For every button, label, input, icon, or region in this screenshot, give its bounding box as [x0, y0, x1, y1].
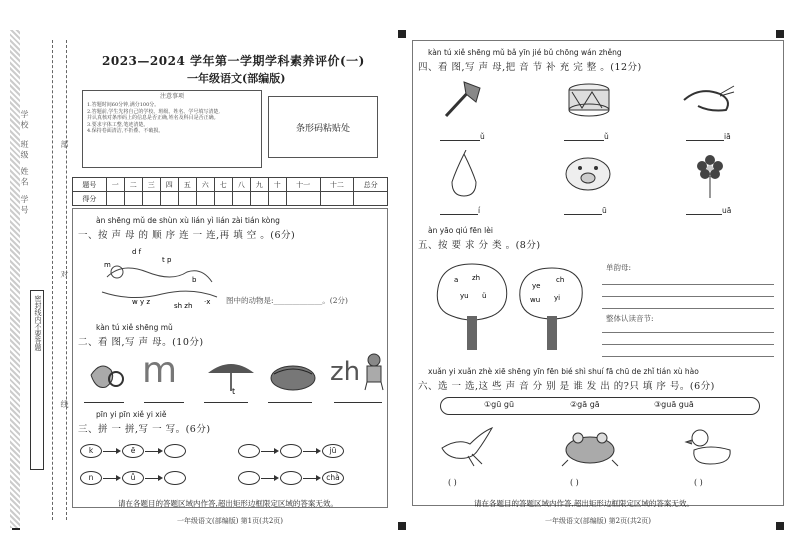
pear-picture	[446, 150, 482, 198]
class-label: 班 级	[20, 140, 29, 159]
melon-plate-picture	[268, 360, 318, 392]
score-cell: 七	[214, 178, 232, 192]
note-item: 3.要求字体工整,笔迹清楚。	[87, 121, 149, 128]
score-cell: 得分	[73, 192, 107, 206]
score-input[interactable]	[286, 192, 320, 206]
notes-title: 注意事项	[159, 93, 184, 100]
option-2: ②gā gā	[570, 400, 600, 409]
arrow	[145, 451, 161, 452]
score-table-header-row	[73, 178, 388, 192]
q2-pinyin: kàn tú xiě shēng mǔ	[96, 323, 173, 332]
score-cell: 十二	[320, 178, 354, 192]
q3-answer-circle[interactable]	[280, 444, 302, 458]
label-whole-syllables: 整体认读音节:	[606, 314, 654, 323]
q4-answer-line[interactable]	[686, 140, 724, 141]
q6-text: 六、选 一 选,这 些 声 音 分 别 是 谁 发 出 的?只 填 序 号。(6分)	[418, 381, 715, 392]
arrow	[261, 451, 277, 452]
q3-circle: k	[80, 444, 102, 458]
q3-answer-circle[interactable]	[280, 471, 302, 485]
exam-subtitle: 一年级语文(部编版)	[187, 72, 286, 85]
score-input[interactable]	[160, 192, 178, 206]
q4-answer-line[interactable]	[564, 214, 602, 215]
arrow	[261, 478, 277, 479]
score-cell: 八	[232, 178, 250, 192]
page-1	[72, 30, 394, 528]
connect-dots-picture	[92, 242, 222, 312]
q2-answer-line-1[interactable]	[84, 402, 124, 403]
q2-answer-line-5[interactable]	[334, 402, 382, 403]
score-cell: 二	[124, 178, 142, 192]
svg-text:m: m	[104, 261, 111, 269]
score-cell: 十	[268, 178, 286, 192]
q3-circle: chà	[322, 471, 344, 485]
score-input[interactable]	[268, 192, 286, 206]
drum-picture	[564, 80, 614, 120]
child-chair-picture	[362, 352, 388, 392]
q4-final: ǔ	[480, 132, 485, 141]
tree-letter: ü	[482, 292, 487, 300]
cut-mark-3: 线	[60, 400, 69, 408]
q3-answer-circle[interactable]	[164, 471, 186, 485]
tree-letter: ye	[532, 282, 541, 290]
score-input[interactable]	[354, 192, 388, 206]
q3-answer-circle[interactable]	[164, 444, 186, 458]
pig-picture	[562, 152, 614, 196]
score-input[interactable]	[106, 192, 124, 206]
q2-answer-line-2[interactable]	[144, 402, 184, 403]
svg-text:b: b	[192, 276, 197, 284]
dove-picture	[438, 426, 496, 468]
footer-right: 一年级语文(部编版) 第2页(共2页)	[544, 517, 652, 525]
q2-answer-line-3[interactable]	[204, 402, 248, 403]
q3-circle: ē	[122, 444, 144, 458]
score-input[interactable]	[124, 192, 142, 206]
label-single-finals: 单韵母:	[606, 263, 632, 272]
note-item: 1.答题时间60分钟,满分100分。	[87, 102, 160, 109]
score-cell: 九	[250, 178, 268, 192]
q5-text: 五、按 要 求 分 类 。(8分)	[418, 240, 541, 251]
school-label: 学 校	[20, 110, 29, 129]
score-table-score-row	[73, 192, 388, 206]
write-line[interactable]	[602, 344, 774, 345]
apple-trees-picture	[432, 258, 592, 354]
barcode-box: 条形码粘贴处	[268, 96, 378, 158]
svg-text:w y z: w y z	[132, 298, 150, 306]
dash-line-fold	[66, 40, 67, 520]
q4-final: uā	[722, 206, 732, 215]
arrow	[303, 478, 319, 479]
shrimp-picture	[680, 82, 736, 118]
umbrella-letter: t	[232, 387, 236, 395]
q3-pinyin: pīn yi pīn xiě yi xiě	[96, 410, 167, 419]
score-input[interactable]	[196, 192, 214, 206]
q4-answer-line[interactable]	[440, 214, 478, 215]
score-cell: 题号	[73, 178, 107, 192]
score-input[interactable]	[142, 192, 160, 206]
q3-text: 三、拼 一 拼,写 一 写。(6分)	[78, 424, 211, 435]
q3-answer-circle[interactable]	[238, 471, 260, 485]
name-label: 姓 名	[20, 167, 29, 186]
q3-circle: jū	[322, 444, 344, 458]
arrow	[145, 478, 161, 479]
flower-picture	[694, 150, 726, 200]
number-label: 学 号	[20, 195, 29, 214]
tree-letter: yi	[554, 294, 561, 302]
arrow	[103, 478, 119, 479]
note-item: 并认真核对条形码上的信息是否正确,姓名及科目是否正确。	[87, 115, 219, 122]
footer-note-right: 请在各题目的答题区域内作答,超出矩形边框限定区域的答案无效。	[474, 499, 694, 508]
footer-note-left: 请在各题目的答题区域内作答,超出矩形边框限定区域的答案无效。	[118, 499, 338, 508]
exam-title: 2023—2024 学年第一学期学科素养评价(一)	[102, 54, 365, 68]
score-input[interactable]	[232, 192, 250, 206]
score-input[interactable]	[250, 192, 268, 206]
q6-pinyin: xuǎn yi xuǎn zhè xiē shēng yīn fēn bié shì shuí fā chū de zhǐ tián xù hào	[428, 367, 699, 376]
q4-text: 四、看 图,写 声 母,把 音 节 补 充 完 整 。(12分)	[418, 62, 642, 73]
q3-circle: ǚ	[122, 471, 144, 485]
score-cell: 十一	[286, 178, 320, 192]
write-line[interactable]	[602, 308, 774, 309]
q4-answer-line[interactable]	[686, 214, 722, 215]
corner-mark-mid	[398, 30, 406, 38]
q4-final: í	[478, 206, 481, 215]
duck-picture	[684, 426, 736, 468]
svg-text:sh zh: sh zh	[174, 302, 193, 310]
score-cell: 总分	[354, 178, 388, 192]
letters-zh-picture: zh	[330, 357, 361, 387]
score-cell: 三	[142, 178, 160, 192]
note-item: 4.保持卷面清洁,不折叠、不破损。	[87, 128, 164, 135]
score-input[interactable]	[320, 192, 354, 206]
q4-final: ū	[602, 206, 607, 215]
svg-text:·x: ·x	[204, 298, 211, 306]
svg-text:t p: t p	[162, 256, 172, 264]
q4-answer-line[interactable]	[564, 140, 604, 141]
q4-final: iā	[724, 132, 731, 141]
q3-answer-circle[interactable]	[238, 444, 260, 458]
binding-text-box: 密封线内不要答题	[30, 290, 44, 470]
notes-box	[82, 90, 262, 168]
tree-letter: zh	[472, 274, 481, 282]
frog-picture	[560, 428, 620, 468]
q1-text: 一、按 声 母 的 顺 序 连 一 连,再 填 空 。(6分)	[78, 230, 296, 241]
umbrella-picture	[206, 355, 256, 395]
option-3: ③guā guā	[654, 400, 694, 409]
score-input[interactable]	[214, 192, 232, 206]
write-line[interactable]	[602, 284, 774, 285]
write-line[interactable]	[602, 332, 774, 333]
write-line[interactable]	[602, 356, 774, 357]
score-cell: 五	[178, 178, 196, 192]
tree-letter: a	[454, 276, 459, 284]
tree-letter: wu	[530, 296, 541, 304]
answer-paren-3[interactable]: ( )	[694, 478, 703, 487]
score-cell: 六	[196, 178, 214, 192]
bird-six-picture	[86, 355, 126, 395]
q1-animal-question: 图中的动物是:_____________。(2分)	[226, 296, 348, 305]
tree-letter: ch	[556, 276, 565, 284]
arrow	[303, 451, 319, 452]
arrow	[103, 451, 119, 452]
q1-pinyin: àn shēng mǔ de shùn xù lián yì lián zài tián kòng	[96, 216, 280, 225]
score-cell: 一	[106, 178, 124, 192]
tree-letter: yu	[460, 292, 469, 300]
corner-mark-mid-bottom	[398, 522, 406, 530]
axe-picture	[440, 80, 484, 120]
cut-mark-1: 部	[60, 140, 69, 148]
score-table	[72, 177, 388, 206]
score-input[interactable]	[178, 192, 196, 206]
letter-m-picture: m	[142, 350, 178, 391]
answer-paren-2[interactable]: ( )	[570, 478, 579, 487]
q4-answer-line[interactable]	[440, 140, 480, 141]
answer-paren-1[interactable]: ( )	[448, 478, 457, 487]
q5-pinyin: àn yāo qiú fēn lèi	[428, 226, 493, 235]
cut-mark-2: 对	[60, 270, 69, 278]
write-line[interactable]	[602, 296, 774, 297]
q4-final: ǔ	[604, 132, 609, 141]
q3-circle: n	[80, 471, 102, 485]
q2-text: 二、看 图,写 声 母。(10分)	[78, 337, 204, 348]
binding-strip	[10, 30, 29, 528]
score-cell: 四	[160, 178, 178, 192]
page-2	[412, 30, 784, 528]
q4-pinyin: kàn tú xiě shēng mǔ bǎ yīn jié bǔ chōng wán zhěng	[428, 48, 622, 57]
note-item: 2.答题前,学生先将自己的学校、班级、姓名、学号填写清楚,	[87, 108, 220, 115]
dash-line-left	[52, 40, 53, 520]
q2-answer-line-4[interactable]	[268, 402, 312, 403]
option-1: ①gū gū	[484, 400, 515, 409]
svg-text:d f: d f	[132, 248, 142, 256]
footer-left: 一年级语文(部编版) 第1页(共2页)	[176, 517, 284, 525]
